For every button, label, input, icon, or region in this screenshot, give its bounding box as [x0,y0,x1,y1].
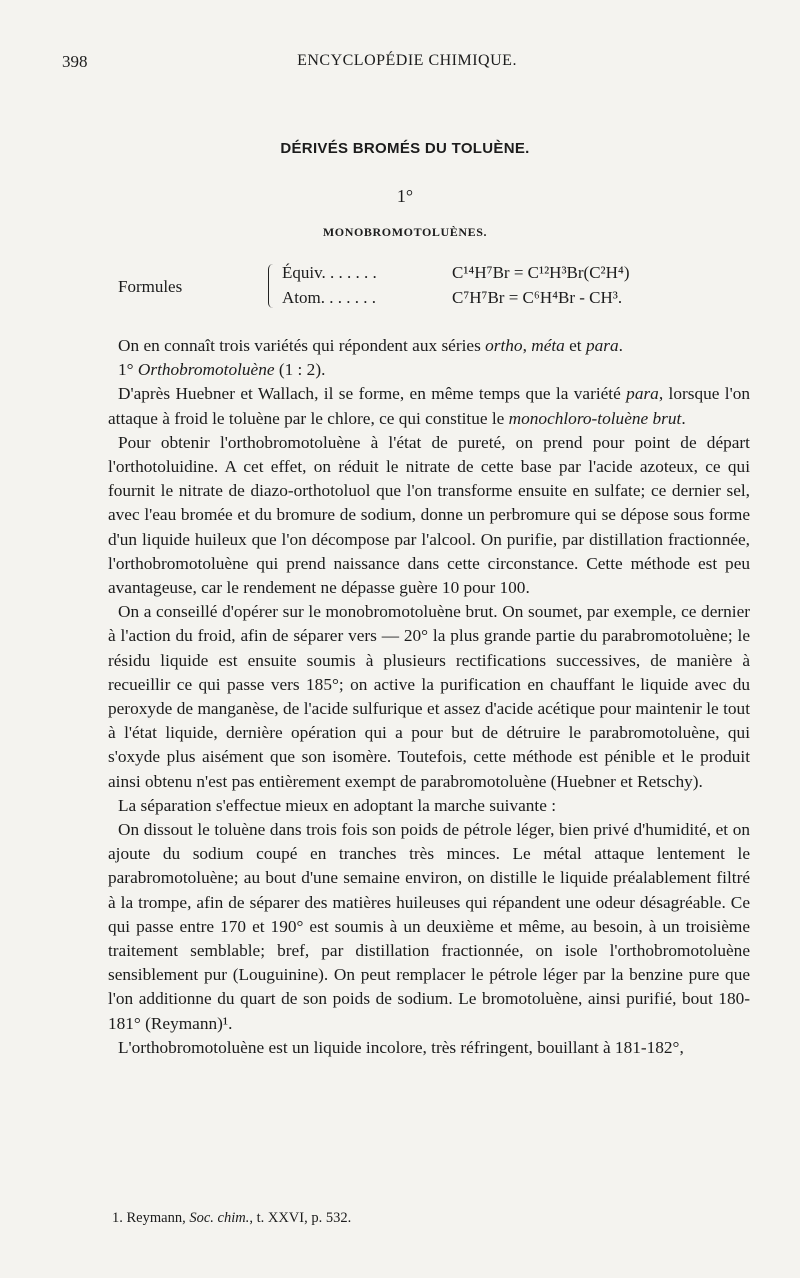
formula-value: C¹⁴H⁷Br = C¹²H³Br(C²H⁴) [452,263,630,282]
text-run: (1 : 2). [274,360,326,380]
italic-term: para [626,384,659,404]
body-text [108,334,750,1060]
page-number: 398 [62,52,88,71]
paragraph-sodium-method: On dissout le toluène dans trois fois son poids de pétrole léger, bien privé d'humidité, et on ajoute du sodium coupé en tranches très minces. Le métal attaque lentement le parabromotoluène; au bout d'une semaine environ, on distille le liquide préalablement filtré à la trompe, afin de séparer des matières huileuses qui répandent une odeur désagréable. Ce qui passe entre 170 et 190° est soumis à un deuxième et même, au besoin, à un troisième traitement semblable; bref, par distillation fractionnée, on isole l'orthobromotoluène sensiblement pur (Louguinine). On peut remplacer le pétrole léger par la benzine pure que l'on additionne du quart de son poids de sodium. Le bromotoluène, ainsi purifié, bout 180-181° (Reymann)¹. [108,820,750,1033]
text-run: 1. Reymann, [112,1210,190,1226]
subsection-number: 1° [396,186,414,206]
text-run: . [618,336,623,355]
paragraph-huebner-wallach [108,382,750,430]
paragraph-preparation: Pour obtenir l'orthobromotoluène à l'état de pureté, on prend pour point de départ l'orthotoluidine. A cet effet, on réduit le nitrate de cette base par l'acide azoteux, ce qui fournit le nitrate de diazo-orthotoluol que l'on transforme ensuite en sulfate; ce dernier sel, avec l'eau bromée et du bromure de sodium, donne un perbromure qui se dépose sous forme d'un liquide huileux que l'on décompose par l'alcool. On purifie, par distillation fractionnée, l'orthobromotoluène qui prend naissance dans cette circonstance. Cette méthode est peu avantageuse, car le rendement ne dépasse guère 10 pour 100. [108,432,750,598]
formulas-label: Formules [118,277,183,296]
text-run: On en connaît trois variétés qui répondent aux séries [118,336,486,355]
section-title: DÉRIVÉS BROMÉS DU TOLUÈNE. [280,140,530,157]
running-title: ENCYCLOPÉDIE CHIMIQUE. [297,52,517,69]
heading-orthobromotoluene [108,358,750,382]
text-run: . [681,408,686,428]
italic-term: monochloro-toluène brut [508,408,682,428]
text-run: , lorsque l'on attaque à froid le toluène par le chlore, ce qui constitue le [108,384,751,428]
running-head [62,52,752,74]
italic-term: Orthobromotoluène [137,360,275,380]
footnote [112,1210,712,1227]
formula-value: C⁷H⁷Br = C⁶H⁴Br - CH³. [452,288,623,307]
subsection-title: MONOBROMOTOLUÈNES. [322,225,488,239]
italic-term: ortho [485,336,523,355]
text-run: D'après Huebner et Wallach, il se forme, en même temps que la variété [118,384,627,404]
italic-term: para [585,336,619,355]
text-run: et [564,336,586,355]
paragraph-separation: La séparation s'effectue mieux en adoptant la marche suivante : [118,795,557,815]
italic-term: Soc. chim. [189,1210,250,1226]
paragraph-varieties [108,334,750,358]
text-run: , [522,336,532,355]
formulas-block [118,263,718,315]
formula-name: Atom. . . . . . . [282,288,376,307]
text-run: , t. XXVI, p. 532. [249,1210,352,1226]
left-brace-icon [268,264,279,308]
italic-term: méta [531,336,565,355]
text-run: 1° [118,360,138,380]
formula-name: Équiv. . . . . . . [282,263,377,282]
paragraph-properties: L'orthobromotoluène est un liquide incolore, très réfringent, bouillant à 181-182°, [118,1037,684,1057]
paragraph-purification: On a conseillé d'opérer sur le monobromotoluène brut. On soumet, par exemple, ce dernier à l'action du froid, afin de séparer vers — 20° la plus grande partie du parabromotoluène; le résidu liquide est ensuite soumis à plusieurs rectifications successives, de manière à recueillir ce qui passe vers 185°; on active la purification en chauffant le liquide avec du peroxyde de manganèse, de l'acide sulfurique et assez d'acide acétique pour maintenir le tout à l'état liquide, dernière opération qui a pour but de détruire le parabromotoluène, qui s'oxyde plus aisément que son isomère. Toutefois, cette méthode est pénible et le produit ainsi obtenu n'est pas entièrement exempt de parabromotoluène (Huebner et Retschy). [108,602,750,791]
